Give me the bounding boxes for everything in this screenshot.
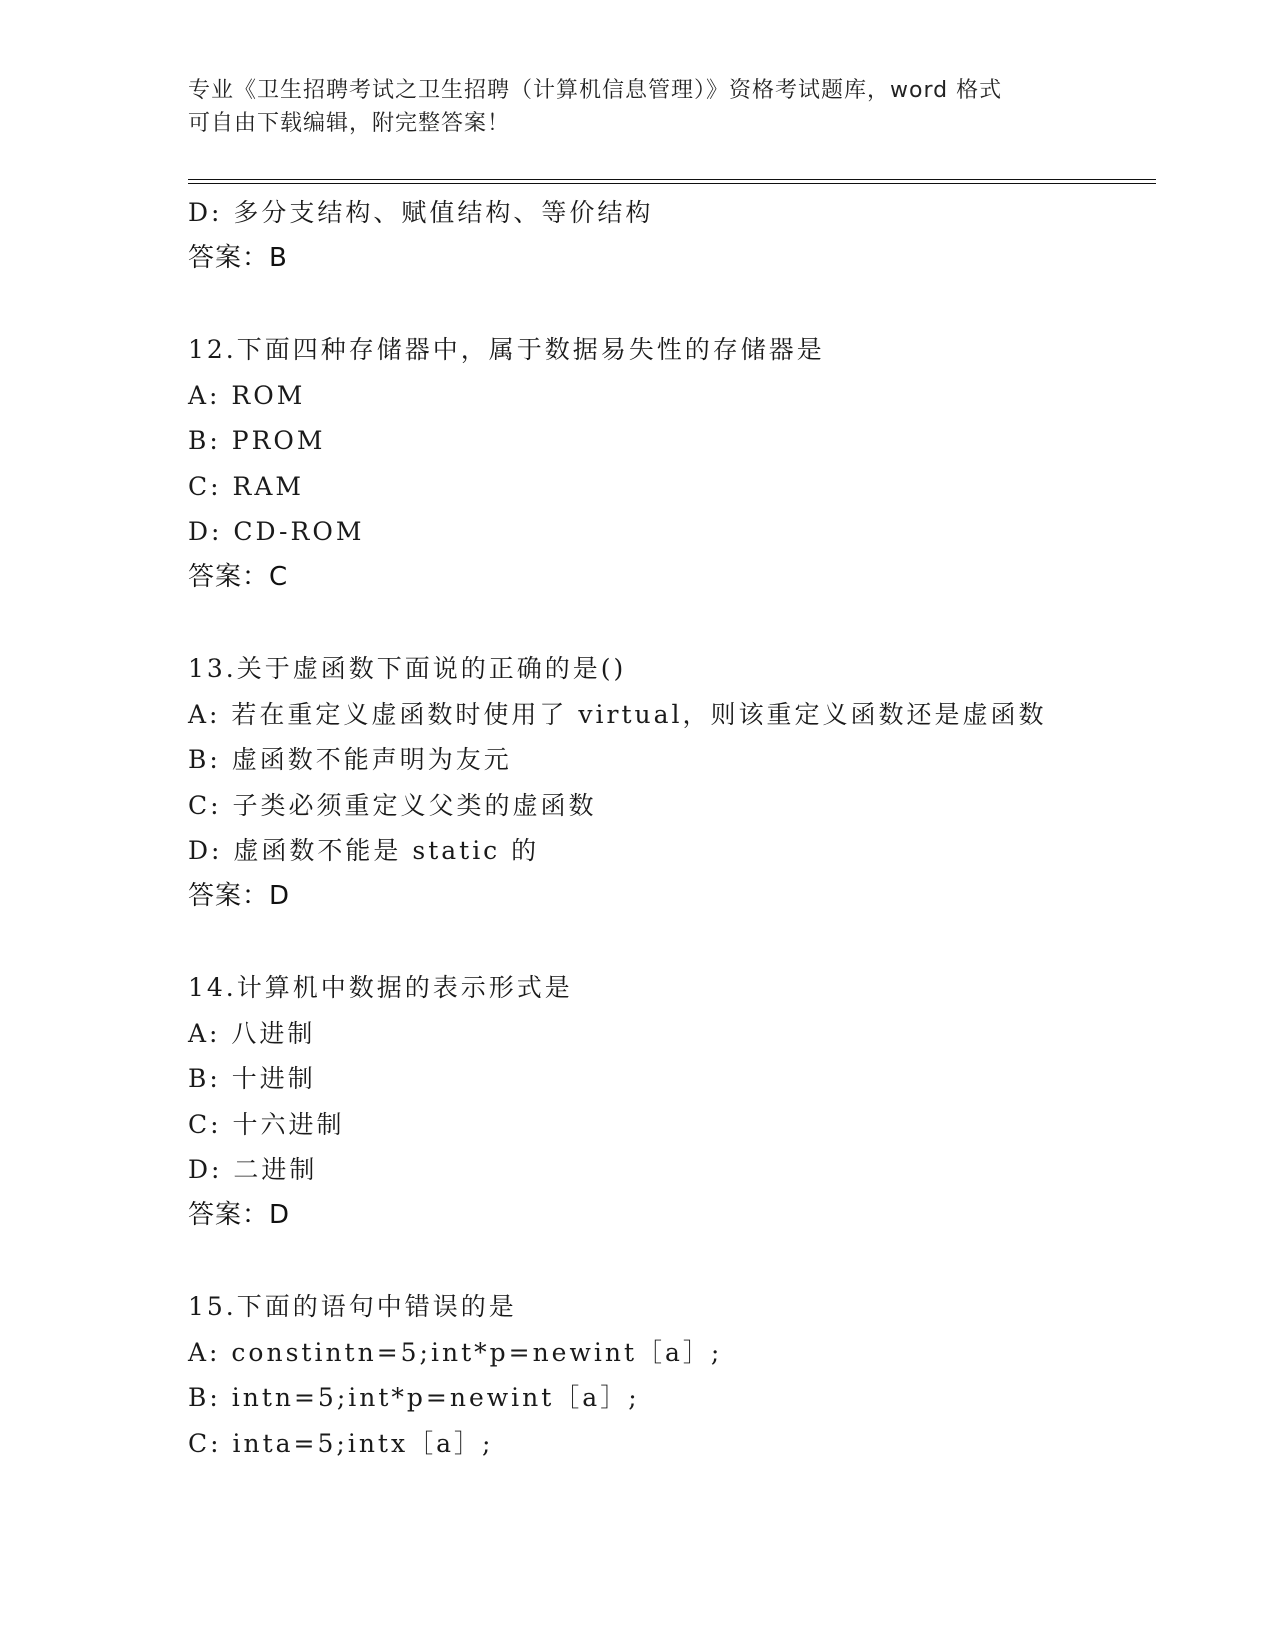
answer: 答案：C xyxy=(188,561,289,592)
option-c: C: RAM xyxy=(188,471,304,501)
question-block-13 xyxy=(188,646,1148,919)
question-list xyxy=(188,190,1148,1466)
question-stem: 14.计算机中数据的表示形式是 xyxy=(188,973,573,1002)
question-block-14 xyxy=(188,965,1148,1238)
option-a: A: 若在重定义虚函数时使用了 virtual，则该重定义函数还是虚函数 xyxy=(188,699,1047,729)
option-c: C: inta=5;intx［a］; xyxy=(188,1428,494,1458)
option-c: C: 十六进制 xyxy=(188,1109,345,1139)
header-line-1: 专业《卫生招聘考试之卫生招聘（计算机信息管理）》资格考试题库，word 格式 xyxy=(188,78,1003,103)
answer: 答案：D xyxy=(188,880,291,911)
option-d: D: 二进制 xyxy=(188,1155,318,1184)
document-header xyxy=(188,74,1088,140)
header-divider-bottom xyxy=(188,183,1156,184)
option-c: C: 子类必须重定义父类的虚函数 xyxy=(188,790,597,820)
option-b: B: intn=5;int*p=newint［a］; xyxy=(188,1383,640,1412)
option-b: B: 十进制 xyxy=(188,1064,316,1093)
option-b: B: 虚函数不能声明为友元 xyxy=(188,745,512,774)
option-b: B: PROM xyxy=(188,426,326,455)
option-a: A: ROM xyxy=(188,380,306,410)
option-d: D: 虚函数不能是 static 的 xyxy=(188,836,540,865)
option-d: D: CD-ROM xyxy=(188,517,365,546)
question-stem: 12.下面四种存储器中，属于数据易失性的存储器是 xyxy=(188,335,825,364)
answer: 答案：B xyxy=(188,242,288,273)
question-block-12 xyxy=(188,327,1148,600)
question-stem: 15.下面的语句中错误的是 xyxy=(188,1292,517,1321)
question-block-15 xyxy=(188,1284,1148,1466)
option-d: D: 多分支结构、赋值结构、等价结构 xyxy=(188,198,654,227)
question-stem: 13.关于虚函数下面说的正确的是() xyxy=(188,654,627,683)
header-line-2: 可自由下载编辑，附完整答案！ xyxy=(188,111,511,136)
header-divider-top xyxy=(188,179,1156,180)
option-a: A: 八进制 xyxy=(188,1018,316,1048)
option-a: A: constintn=5;int*p=newint［a］; xyxy=(188,1337,723,1367)
answer: 答案：D xyxy=(188,1199,291,1230)
